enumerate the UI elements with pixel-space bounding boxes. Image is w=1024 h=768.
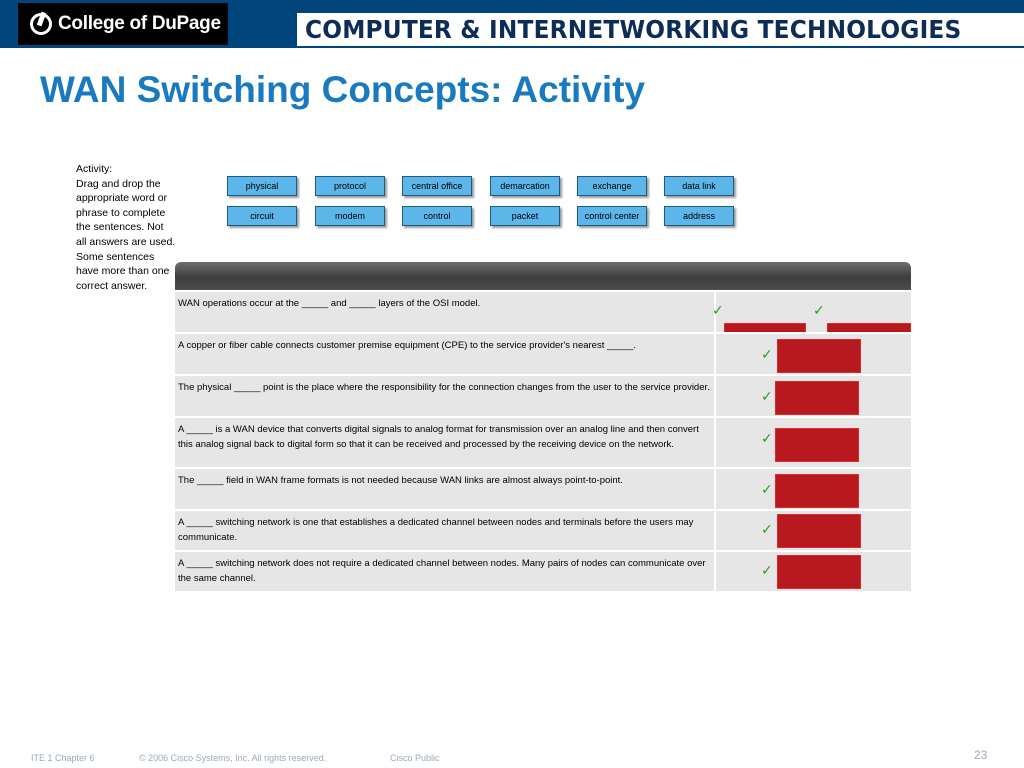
word-chip[interactable]: address [664,206,734,226]
footer-chapter: ITE 1 Chapter 6 [31,753,95,763]
checkmark-icon: ✓ [761,563,773,579]
answer-drop-target[interactable] [777,339,861,373]
question-text: A _____ switching network does not require a dedicated channel between nodes. Many pairs of nodes can communicate over the same channel. [175,552,716,591]
word-chip[interactable]: protocol [315,176,385,196]
word-chip[interactable]: modem [315,206,385,226]
word-chip[interactable]: central office [402,176,472,196]
college-logo [18,3,228,45]
answer-drop-target[interactable] [775,474,859,508]
footer-copyright: © 2006 Cisco Systems, Inc. All rights reserved. [139,753,327,763]
answer-drop-target[interactable] [777,555,861,589]
banner-text: COMPUTER & INTERNETWORKING TECHNOLOGIES [305,15,962,44]
question-text: The physical _____ point is the place where the responsibility for the connection changes from the user to the service provider. [175,376,716,416]
logo-text: College of DuPage [58,13,221,34]
word-chip[interactable]: demarcation [490,176,560,196]
table-row [175,550,911,591]
word-chip[interactable]: packet [490,206,560,226]
activity-table [175,262,911,591]
word-chip[interactable]: control center [577,206,647,226]
table-row [175,416,911,467]
word-chip[interactable]: control [402,206,472,226]
slide-title: WAN Switching Concepts: Activity [40,69,646,110]
table-header [175,262,911,290]
answer-drop-target[interactable] [775,428,859,462]
answer-drop-target[interactable] [775,381,859,415]
checkmark-icon: ✓ [813,303,825,319]
word-chip[interactable]: circuit [227,206,297,226]
question-text: A _____ switching network is one that establishes a dedicated channel between nodes and terminals before the users may communicate. [175,511,716,550]
checkmark-icon: ✓ [761,389,773,405]
college-logo-icon [30,13,52,35]
checkmark-icon: ✓ [761,522,773,538]
checkmark-icon: ✓ [761,482,773,498]
checkmark-icon: ✓ [761,431,773,447]
table-row [175,374,911,416]
department-banner [297,13,1024,46]
word-chip[interactable]: physical [227,176,297,196]
page-number: 23 [974,748,988,762]
question-text: A copper or fiber cable connects customer premise equipment (CPE) to the service provider's nearest _____. [175,334,716,374]
header-bar [0,0,1024,48]
checkmark-icon: ✓ [712,303,724,319]
footer-classification: Cisco Public [390,753,440,763]
question-text: A _____ is a WAN device that converts digital signals to analog format for transmission over an analog line and then convert this analog signal back to digital form so that it can be received and processed by the receiving device on the network. [175,418,716,467]
answer-drop-target[interactable] [777,514,861,548]
table-row [175,467,911,509]
word-chip[interactable]: data link [664,176,734,196]
word-chip[interactable]: exchange [577,176,647,196]
instructions-text: Activity: Drag and drop the appropriate word or phrase to complete the sentences. Not all answers are used. Some sentences have more than one correct answer. [76,163,176,292]
checkmark-icon: ✓ [761,347,773,363]
question-text: WAN operations occur at the _____ and _____ layers of the OSI model. [175,292,716,332]
activity-instructions [76,162,176,293]
table-row [175,332,911,374]
table-row [175,290,911,332]
table-row [175,509,911,550]
question-text: The _____ field in WAN frame formats is not needed because WAN links are almost always point-to-point. [175,469,716,509]
